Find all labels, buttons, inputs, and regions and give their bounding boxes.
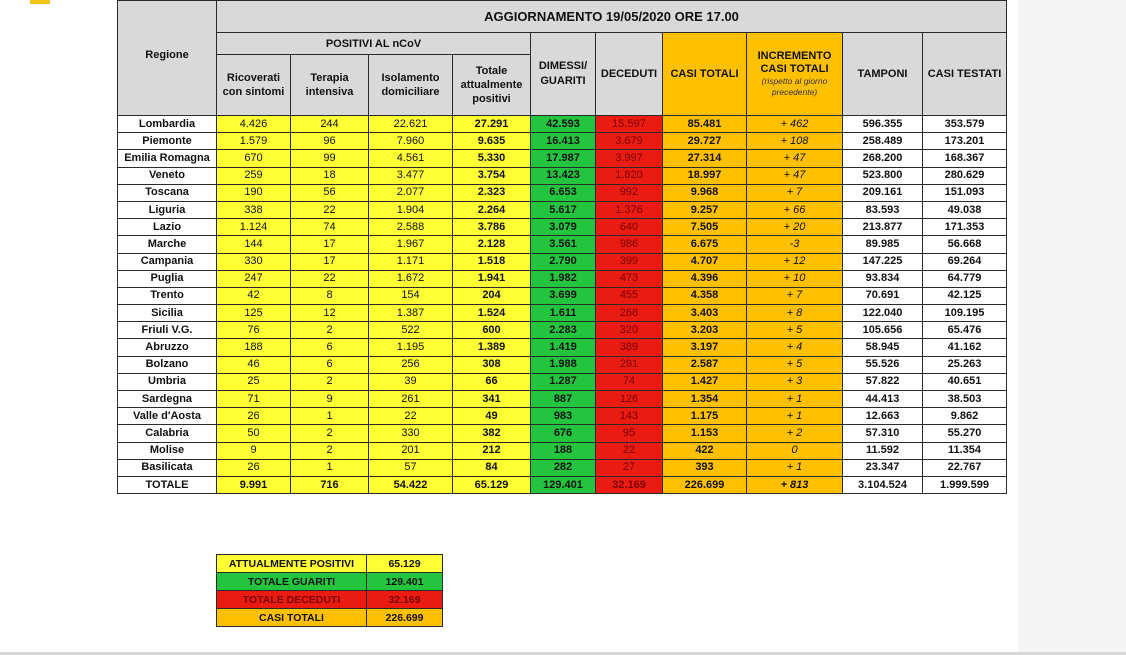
isolamento-cell: 22 xyxy=(369,408,453,425)
isolamento-cell: 54.422 xyxy=(369,476,453,493)
casi-totali-cell: 1.153 xyxy=(663,425,747,442)
deceduti-cell: 1.376 xyxy=(596,201,663,218)
summary-value: 129.401 xyxy=(367,573,443,591)
ricoverati-header: Ricoverati con sintomi xyxy=(217,55,291,116)
casi-testati-cell: 65.476 xyxy=(923,322,1007,339)
incremento-label: INCREMENTO CASI TOTALI xyxy=(757,50,832,75)
totale-positivi-cell: 5.330 xyxy=(453,150,531,167)
incremento-cell: + 5 xyxy=(747,322,843,339)
isolamento-cell: 201 xyxy=(369,442,453,459)
guariti-cell: 129.401 xyxy=(531,476,596,493)
region-cell: Calabria xyxy=(118,425,217,442)
region-cell: Abruzzo xyxy=(118,339,217,356)
summary-label: CASI TOTALI xyxy=(217,609,367,627)
region-header: Regione xyxy=(118,1,217,116)
deceduti-cell: 399 xyxy=(596,253,663,270)
guariti-cell: 42.593 xyxy=(531,116,596,133)
table-row xyxy=(118,322,1007,339)
region-cell: Bolzano xyxy=(118,356,217,373)
totale-positivi-cell: 1.941 xyxy=(453,270,531,287)
totale-positivi-cell: 204 xyxy=(453,287,531,304)
table-row xyxy=(118,356,1007,373)
tamponi-cell: 523.800 xyxy=(843,167,923,184)
terapia-cell: 2 xyxy=(291,425,369,442)
deceduti-cell: 32.169 xyxy=(596,476,663,493)
ricoverati-cell: 144 xyxy=(217,236,291,253)
terapia-cell: 244 xyxy=(291,116,369,133)
ricoverati-cell: 71 xyxy=(217,391,291,408)
region-cell: Campania xyxy=(118,253,217,270)
casi-totali-cell: 29.727 xyxy=(663,133,747,150)
ricoverati-cell: 76 xyxy=(217,322,291,339)
guariti-cell: 6.653 xyxy=(531,184,596,201)
totale-positivi-cell: 66 xyxy=(453,373,531,390)
region-cell: Basilicata xyxy=(118,459,217,476)
guariti-cell: 282 xyxy=(531,459,596,476)
tamponi-cell: 55.526 xyxy=(843,356,923,373)
deceduti-header: DECEDUTI xyxy=(596,33,663,116)
casi-totali-cell: 4.707 xyxy=(663,253,747,270)
incremento-cell: + 1 xyxy=(747,391,843,408)
tamponi-cell: 57.822 xyxy=(843,373,923,390)
casi-testati-cell: 173.201 xyxy=(923,133,1007,150)
guariti-cell: 983 xyxy=(531,408,596,425)
ricoverati-cell: 125 xyxy=(217,305,291,322)
region-cell: Liguria xyxy=(118,201,217,218)
terapia-cell: 12 xyxy=(291,305,369,322)
terapia-cell: 17 xyxy=(291,253,369,270)
casi-testati-cell: 353.579 xyxy=(923,116,1007,133)
incremento-cell: -3 xyxy=(747,236,843,253)
casi-totali-cell: 393 xyxy=(663,459,747,476)
tamponi-cell: 12.663 xyxy=(843,408,923,425)
incremento-cell: + 462 xyxy=(747,116,843,133)
terapia-cell: 6 xyxy=(291,339,369,356)
casi-testati-cell: 55.270 xyxy=(923,425,1007,442)
region-cell: Toscana xyxy=(118,184,217,201)
region-cell: Marche xyxy=(118,236,217,253)
casi-totali-cell: 27.314 xyxy=(663,150,747,167)
totale-positivi-cell: 1.524 xyxy=(453,305,531,322)
terapia-cell: 17 xyxy=(291,236,369,253)
terapia-cell: 2 xyxy=(291,373,369,390)
tamponi-cell: 93.834 xyxy=(843,270,923,287)
incremento-note: (rispetto al giorno precedente) xyxy=(761,76,828,97)
ricoverati-cell: 42 xyxy=(217,287,291,304)
table-row xyxy=(118,150,1007,167)
isolamento-cell: 1.672 xyxy=(369,270,453,287)
incremento-cell: + 1 xyxy=(747,459,843,476)
summary-row xyxy=(217,591,443,609)
summary-label: TOTALE DECEDUTI xyxy=(217,591,367,609)
ricoverati-cell: 9.991 xyxy=(217,476,291,493)
summary-value: 32.169 xyxy=(367,591,443,609)
region-cell: Sardegna xyxy=(118,391,217,408)
casi-totali-cell: 2.587 xyxy=(663,356,747,373)
terapia-cell: 18 xyxy=(291,167,369,184)
tamponi-header: TAMPONI xyxy=(843,33,923,116)
deceduti-cell: 389 xyxy=(596,339,663,356)
dimessi-header: DIMESSI/ GUARITI xyxy=(531,33,596,116)
table-row xyxy=(118,253,1007,270)
guariti-cell: 17.987 xyxy=(531,150,596,167)
terapia-cell: 22 xyxy=(291,201,369,218)
totale-positivi-cell: 3.786 xyxy=(453,219,531,236)
region-cell: Puglia xyxy=(118,270,217,287)
ricoverati-cell: 1.124 xyxy=(217,219,291,236)
tamponi-cell: 122.040 xyxy=(843,305,923,322)
total-row xyxy=(118,476,1007,493)
summary-row xyxy=(217,573,443,591)
casi-testati-cell: 56.668 xyxy=(923,236,1007,253)
tamponi-cell: 596.355 xyxy=(843,116,923,133)
casi-totali-cell: 3.197 xyxy=(663,339,747,356)
region-cell: Lazio xyxy=(118,219,217,236)
isolamento-cell: 1.195 xyxy=(369,339,453,356)
table-row xyxy=(118,425,1007,442)
region-cell: Umbria xyxy=(118,373,217,390)
ricoverati-cell: 26 xyxy=(217,459,291,476)
totale-positivi-cell: 2.128 xyxy=(453,236,531,253)
deceduti-cell: 22 xyxy=(596,442,663,459)
region-cell: Lombardia xyxy=(118,116,217,133)
table-row xyxy=(118,459,1007,476)
deceduti-cell: 74 xyxy=(596,373,663,390)
summary-table xyxy=(216,554,443,627)
table-row xyxy=(118,408,1007,425)
deceduti-cell: 95 xyxy=(596,425,663,442)
guariti-cell: 1.988 xyxy=(531,356,596,373)
table-row xyxy=(118,305,1007,322)
ricoverati-cell: 330 xyxy=(217,253,291,270)
isolamento-cell: 256 xyxy=(369,356,453,373)
tamponi-cell: 11.592 xyxy=(843,442,923,459)
table-row xyxy=(118,184,1007,201)
tamponi-cell: 147.225 xyxy=(843,253,923,270)
totale-positivi-cell: 382 xyxy=(453,425,531,442)
guariti-cell: 1.287 xyxy=(531,373,596,390)
totale-positivi-cell: 341 xyxy=(453,391,531,408)
region-cell: Sicilia xyxy=(118,305,217,322)
terapia-cell: 99 xyxy=(291,150,369,167)
casi-totali-header: CASI TOTALI xyxy=(663,33,747,116)
totale-positivi-cell: 65.129 xyxy=(453,476,531,493)
ricoverati-cell: 46 xyxy=(217,356,291,373)
totale-positivi-cell: 27.291 xyxy=(453,116,531,133)
ricoverati-cell: 247 xyxy=(217,270,291,287)
guariti-cell: 188 xyxy=(531,442,596,459)
deceduti-cell: 3.679 xyxy=(596,133,663,150)
table-row xyxy=(118,287,1007,304)
guariti-cell: 887 xyxy=(531,391,596,408)
incremento-cell: + 813 xyxy=(747,476,843,493)
tamponi-cell: 209.161 xyxy=(843,184,923,201)
totale-positivi-header: Totale attualmente positivi xyxy=(453,55,531,116)
casi-testati-cell: 64.779 xyxy=(923,270,1007,287)
incremento-cell: + 8 xyxy=(747,305,843,322)
summary-row xyxy=(217,555,443,573)
deceduti-cell: 320 xyxy=(596,322,663,339)
tamponi-cell: 57.310 xyxy=(843,425,923,442)
tamponi-cell: 105.656 xyxy=(843,322,923,339)
casi-totali-cell: 85.481 xyxy=(663,116,747,133)
terapia-cell: 22 xyxy=(291,270,369,287)
region-cell: Emilia Romagna xyxy=(118,150,217,167)
totale-positivi-cell: 308 xyxy=(453,356,531,373)
tamponi-cell: 23.347 xyxy=(843,459,923,476)
isolamento-cell: 1.967 xyxy=(369,236,453,253)
ricoverati-cell: 188 xyxy=(217,339,291,356)
incremento-cell: + 3 xyxy=(747,373,843,390)
guariti-cell: 13.423 xyxy=(531,167,596,184)
summary-label: ATTUALMENTE POSITIVI xyxy=(217,555,367,573)
isolamento-header: Isolamento domiciliare xyxy=(369,55,453,116)
deceduti-cell: 15.597 xyxy=(596,116,663,133)
deceduti-cell: 992 xyxy=(596,184,663,201)
casi-totali-cell: 226.699 xyxy=(663,476,747,493)
table-row xyxy=(118,219,1007,236)
incremento-cell: + 7 xyxy=(747,287,843,304)
deceduti-cell: 986 xyxy=(596,236,663,253)
deceduti-cell: 640 xyxy=(596,219,663,236)
tamponi-cell: 213.877 xyxy=(843,219,923,236)
tamponi-cell: 268.200 xyxy=(843,150,923,167)
covid-table xyxy=(117,0,1007,494)
guariti-cell: 676 xyxy=(531,425,596,442)
isolamento-cell: 3.477 xyxy=(369,167,453,184)
region-cell: Trento xyxy=(118,287,217,304)
incremento-header xyxy=(747,33,843,116)
deceduti-cell: 268 xyxy=(596,305,663,322)
incremento-cell: + 66 xyxy=(747,201,843,218)
casi-totali-cell: 1.427 xyxy=(663,373,747,390)
region-cell: TOTALE xyxy=(118,476,217,493)
incremento-cell: + 47 xyxy=(747,150,843,167)
totale-positivi-cell: 49 xyxy=(453,408,531,425)
casi-testati-cell: 280.629 xyxy=(923,167,1007,184)
tamponi-cell: 44.413 xyxy=(843,391,923,408)
incremento-cell: + 7 xyxy=(747,184,843,201)
casi-testati-cell: 49.038 xyxy=(923,201,1007,218)
ricoverati-cell: 50 xyxy=(217,425,291,442)
casi-testati-cell: 41.162 xyxy=(923,339,1007,356)
terapia-cell: 716 xyxy=(291,476,369,493)
guariti-cell: 1.419 xyxy=(531,339,596,356)
region-cell: Piemonte xyxy=(118,133,217,150)
isolamento-cell: 4.561 xyxy=(369,150,453,167)
totale-positivi-cell: 3.754 xyxy=(453,167,531,184)
guariti-cell: 2.790 xyxy=(531,253,596,270)
table-row xyxy=(118,442,1007,459)
incremento-cell: + 12 xyxy=(747,253,843,270)
isolamento-cell: 57 xyxy=(369,459,453,476)
terapia-cell: 2 xyxy=(291,322,369,339)
deceduti-cell: 143 xyxy=(596,408,663,425)
guariti-cell: 3.079 xyxy=(531,219,596,236)
summary-row xyxy=(217,609,443,627)
table-title: AGGIORNAMENTO 19/05/2020 ORE 17.00 xyxy=(217,1,1007,33)
incremento-cell: + 5 xyxy=(747,356,843,373)
positivi-group-header: POSITIVI AL nCoV xyxy=(217,33,531,55)
ricoverati-cell: 670 xyxy=(217,150,291,167)
summary-value: 226.699 xyxy=(367,609,443,627)
isolamento-cell: 1.171 xyxy=(369,253,453,270)
casi-totali-cell: 3.403 xyxy=(663,305,747,322)
deceduti-cell: 473 xyxy=(596,270,663,287)
ricoverati-cell: 338 xyxy=(217,201,291,218)
isolamento-cell: 2.077 xyxy=(369,184,453,201)
deceduti-cell: 1.820 xyxy=(596,167,663,184)
casi-testati-cell: 42.125 xyxy=(923,287,1007,304)
deceduti-cell: 455 xyxy=(596,287,663,304)
totale-positivi-cell: 1.518 xyxy=(453,253,531,270)
casi-testati-cell: 69.264 xyxy=(923,253,1007,270)
isolamento-cell: 1.904 xyxy=(369,201,453,218)
table-row xyxy=(118,167,1007,184)
isolamento-cell: 330 xyxy=(369,425,453,442)
totale-positivi-cell: 2.323 xyxy=(453,184,531,201)
region-cell: Molise xyxy=(118,442,217,459)
summary-value: 65.129 xyxy=(367,555,443,573)
casi-testati-cell: 40.651 xyxy=(923,373,1007,390)
terapia-cell: 74 xyxy=(291,219,369,236)
guariti-cell: 5.617 xyxy=(531,201,596,218)
incremento-cell: + 1 xyxy=(747,408,843,425)
ricoverati-cell: 1.579 xyxy=(217,133,291,150)
casi-totali-cell: 4.396 xyxy=(663,270,747,287)
casi-totali-cell: 7.505 xyxy=(663,219,747,236)
casi-totali-cell: 18.997 xyxy=(663,167,747,184)
terapia-cell: 1 xyxy=(291,459,369,476)
casi-totali-cell: 422 xyxy=(663,442,747,459)
totale-positivi-cell: 212 xyxy=(453,442,531,459)
guariti-cell: 16.413 xyxy=(531,133,596,150)
terapia-cell: 8 xyxy=(291,287,369,304)
terapia-cell: 2 xyxy=(291,442,369,459)
table-row xyxy=(118,270,1007,287)
terapia-cell: 9 xyxy=(291,391,369,408)
casi-totali-cell: 1.354 xyxy=(663,391,747,408)
incremento-cell: + 2 xyxy=(747,425,843,442)
incremento-cell: + 47 xyxy=(747,167,843,184)
terapia-cell: 1 xyxy=(291,408,369,425)
table-row xyxy=(118,236,1007,253)
incremento-cell: + 10 xyxy=(747,270,843,287)
totale-positivi-cell: 2.264 xyxy=(453,201,531,218)
terapia-header: Terapia intensiva xyxy=(291,55,369,116)
terapia-cell: 56 xyxy=(291,184,369,201)
guariti-cell: 3.699 xyxy=(531,287,596,304)
region-cell: Friuli V.G. xyxy=(118,322,217,339)
casi-testati-cell: 9.862 xyxy=(923,408,1007,425)
ricoverati-cell: 4.426 xyxy=(217,116,291,133)
ricoverati-cell: 25 xyxy=(217,373,291,390)
tamponi-cell: 3.104.524 xyxy=(843,476,923,493)
region-cell: Valle d'Aosta xyxy=(118,408,217,425)
isolamento-cell: 22.621 xyxy=(369,116,453,133)
tamponi-cell: 83.593 xyxy=(843,201,923,218)
isolamento-cell: 1.387 xyxy=(369,305,453,322)
isolamento-cell: 522 xyxy=(369,322,453,339)
table-row xyxy=(118,373,1007,390)
table-row xyxy=(118,116,1007,133)
totale-positivi-cell: 84 xyxy=(453,459,531,476)
logo-mark xyxy=(30,0,50,4)
casi-testati-cell: 22.767 xyxy=(923,459,1007,476)
casi-testati-cell: 171.353 xyxy=(923,219,1007,236)
deceduti-cell: 126 xyxy=(596,391,663,408)
guariti-cell: 1.611 xyxy=(531,305,596,322)
ricoverati-cell: 26 xyxy=(217,408,291,425)
casi-testati-cell: 11.354 xyxy=(923,442,1007,459)
totale-positivi-cell: 600 xyxy=(453,322,531,339)
casi-totali-cell: 4.358 xyxy=(663,287,747,304)
region-cell: Veneto xyxy=(118,167,217,184)
casi-testati-cell: 151.093 xyxy=(923,184,1007,201)
casi-totali-cell: 9.968 xyxy=(663,184,747,201)
guariti-cell: 3.561 xyxy=(531,236,596,253)
table-row xyxy=(118,391,1007,408)
deceduti-cell: 3.997 xyxy=(596,150,663,167)
casi-totali-cell: 9.257 xyxy=(663,201,747,218)
table-body xyxy=(118,116,1007,494)
casi-totali-cell: 6.675 xyxy=(663,236,747,253)
isolamento-cell: 154 xyxy=(369,287,453,304)
table-row xyxy=(118,201,1007,218)
totale-positivi-cell: 1.389 xyxy=(453,339,531,356)
ricoverati-cell: 259 xyxy=(217,167,291,184)
incremento-cell: + 108 xyxy=(747,133,843,150)
casi-totali-cell: 3.203 xyxy=(663,322,747,339)
terapia-cell: 6 xyxy=(291,356,369,373)
totale-positivi-cell: 9.635 xyxy=(453,133,531,150)
deceduti-cell: 291 xyxy=(596,356,663,373)
table-row xyxy=(118,133,1007,150)
incremento-cell: + 20 xyxy=(747,219,843,236)
casi-testati-cell: 25.263 xyxy=(923,356,1007,373)
casi-testati-cell: 1.999.599 xyxy=(923,476,1007,493)
guariti-cell: 1.982 xyxy=(531,270,596,287)
table-row xyxy=(118,339,1007,356)
ricoverati-cell: 9 xyxy=(217,442,291,459)
isolamento-cell: 39 xyxy=(369,373,453,390)
tamponi-cell: 258.489 xyxy=(843,133,923,150)
incremento-cell: 0 xyxy=(747,442,843,459)
casi-testati-cell: 38.503 xyxy=(923,391,1007,408)
deceduti-cell: 27 xyxy=(596,459,663,476)
summary-label: TOTALE GUARITI xyxy=(217,573,367,591)
isolamento-cell: 7.960 xyxy=(369,133,453,150)
right-margin xyxy=(1018,0,1126,655)
guariti-cell: 2.283 xyxy=(531,322,596,339)
casi-totali-cell: 1.175 xyxy=(663,408,747,425)
terapia-cell: 96 xyxy=(291,133,369,150)
ricoverati-cell: 190 xyxy=(217,184,291,201)
isolamento-cell: 2.588 xyxy=(369,219,453,236)
tamponi-cell: 89.985 xyxy=(843,236,923,253)
casi-testati-header: CASI TESTATI xyxy=(923,33,1007,116)
tamponi-cell: 70.691 xyxy=(843,287,923,304)
incremento-cell: + 4 xyxy=(747,339,843,356)
casi-testati-cell: 168.367 xyxy=(923,150,1007,167)
isolamento-cell: 261 xyxy=(369,391,453,408)
casi-testati-cell: 109.195 xyxy=(923,305,1007,322)
tamponi-cell: 58.945 xyxy=(843,339,923,356)
